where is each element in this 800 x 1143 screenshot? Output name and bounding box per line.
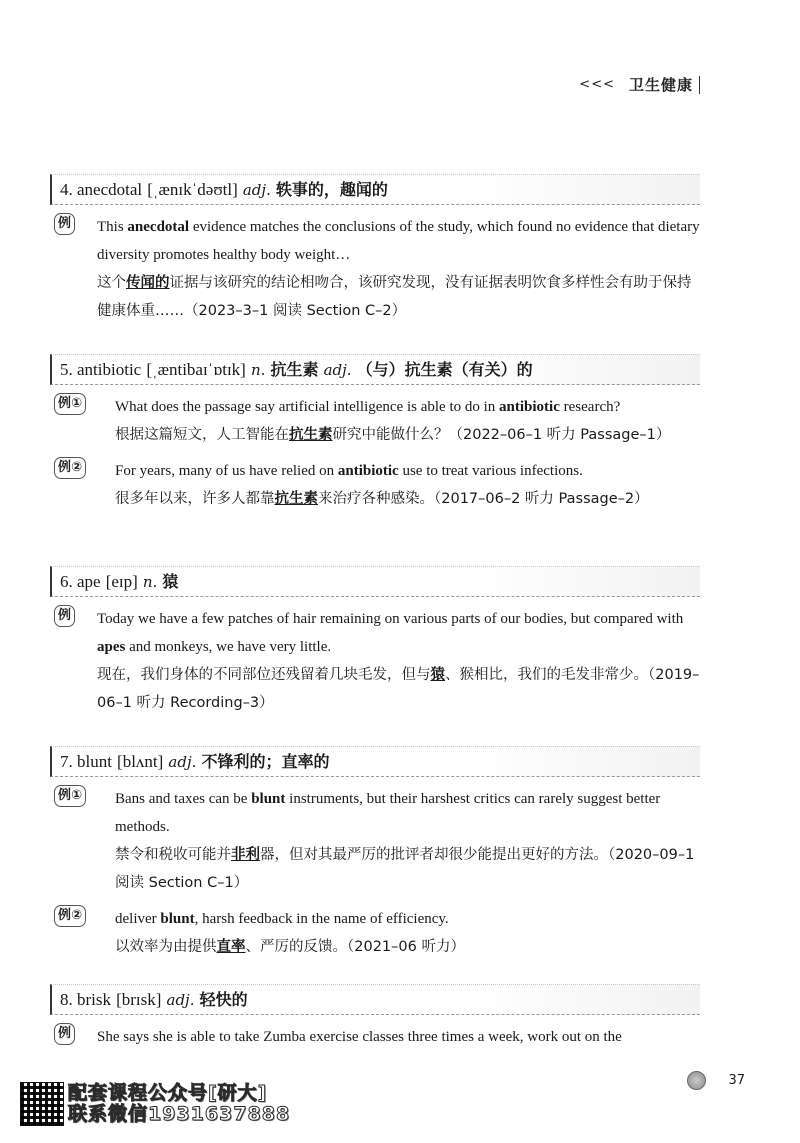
keyword: antibiotic [337, 463, 399, 479]
headword: 4. anecdotal [60, 180, 143, 199]
entry-anecdotal [50, 174, 700, 325]
example-chinese: 以效率为由提供直率、严厉的反馈。（2021–06 听力） [115, 939, 465, 955]
example-chinese: 这个传闻的证据与该研究的结论相吻合，该研究发现，没有证据表明饮食多样性会有助于保持健康体重……（2023–3–1 阅读 Section C–2） [97, 275, 692, 319]
example-english: Bans and taxes can be blunt instruments, but their harshest critics can rarely suggest better methods. [115, 791, 661, 835]
part-of-speech: n. [142, 573, 158, 591]
definition: 轶事的，趣闻的 [275, 180, 388, 199]
phonetic: [ˌænɪkˈdəʊtl] [147, 180, 238, 199]
example-english: She says she is able to take Zumba exercise classes three times a week, work out on the [97, 1029, 622, 1045]
keyword: blunt [160, 911, 195, 927]
example-chinese: 根据这篇短文，人工智能在抗生素研究中能做什么？（2022–06–1 听力 Passage–1） [115, 427, 671, 443]
entry-heading [50, 566, 700, 597]
entry-heading [50, 174, 700, 205]
watermark-line-2: 联系微信1931637888 [68, 1103, 291, 1125]
part-of-speech: adj. [168, 753, 197, 771]
headword: 5. antibiotic [60, 360, 142, 379]
part-of-speech: n. [250, 361, 266, 379]
part-of-speech-2: adj. [323, 361, 352, 379]
keyword: anecdotal [127, 219, 190, 235]
example-english: Today we have a few patches of hair remaining on various parts of our bodies, but compared with apes and monkeys, we have very little. [97, 611, 684, 655]
definition: 不锋利的；直率的 [201, 752, 330, 771]
keyword: apes [97, 639, 126, 655]
page-marker-icon [687, 1071, 706, 1090]
example-english: For years, many of us have relied on antibiotic use to treat various infections. [115, 463, 583, 479]
phonetic: [eɪp] [105, 572, 138, 591]
entry-ape [50, 566, 700, 717]
definition: 轻快的 [199, 990, 248, 1009]
definition: 抗生素 [270, 360, 319, 379]
keyword: antibiotic [499, 399, 560, 415]
section-title: 卫生健康 [628, 76, 693, 94]
entry-heading [50, 984, 700, 1015]
keyword-translation: 抗生素 [289, 427, 333, 443]
keyword-translation: 抗生素 [274, 491, 318, 507]
example-badge: 例② [54, 457, 86, 479]
phonetic: [ˌæntibaɪˈɒtɪk] [146, 360, 246, 379]
example [50, 213, 700, 325]
example-badge: 例 [54, 605, 75, 627]
example-2 [50, 905, 700, 961]
phonetic: [brɪsk] [116, 990, 162, 1009]
headword: 6. ape [60, 572, 101, 591]
entry-brisk [50, 984, 700, 1051]
page-header [579, 74, 700, 95]
entry-antibiotic [50, 354, 700, 513]
example-chinese: 现在，我们身体的不同部位还残留着几块毛发，但与猿、猴相比，我们的毛发非常少。（2019–06–1 听力 Recording–3） [97, 667, 700, 711]
example-1 [50, 393, 700, 449]
watermark [20, 1082, 290, 1126]
header-arrows: <<< [579, 77, 615, 92]
example [50, 605, 700, 717]
header-divider [699, 76, 700, 94]
part-of-speech: adj. [242, 181, 271, 199]
example-1 [50, 785, 700, 897]
keyword-translation: 传闻的 [126, 275, 170, 291]
entry-heading [50, 746, 700, 777]
qr-code-icon [20, 1082, 64, 1126]
definition-2: （与）抗生素（有关）的 [356, 360, 533, 379]
example [50, 1023, 700, 1051]
example-english: What does the passage say artificial intelligence is able to do in antibiotic research? [115, 399, 621, 415]
keyword: blunt [251, 791, 286, 807]
example-badge: 例 [54, 213, 75, 235]
part-of-speech: adj. [166, 991, 195, 1009]
page-number [687, 1071, 745, 1090]
headword: 7. blunt [60, 752, 112, 771]
keyword-translation: 猿 [430, 667, 445, 683]
example-badge: 例 [54, 1023, 75, 1045]
entry-blunt [50, 746, 700, 961]
definition: 猿 [162, 572, 179, 591]
keyword-translation: 非利 [231, 847, 260, 863]
watermark-line-1: 配套课程公众号[研大] [68, 1082, 268, 1104]
keyword-translation: 直率 [216, 939, 246, 955]
example-english: This anecdotal evidence matches the conclusions of the study, which found no evidence that dietary diversity promotes healthy body weight… [97, 219, 700, 263]
headword: 8. brisk [60, 990, 111, 1009]
example-badge: 例① [54, 785, 86, 807]
example-english: deliver blunt, harsh feedback in the name of efficiency. [115, 911, 449, 927]
entry-heading [50, 354, 700, 385]
example-chinese: 很多年以来，许多人都靠抗生素来治疗各种感染。（2017–06–2 听力 Passage–2） [115, 491, 649, 507]
example-badge: 例② [54, 905, 86, 927]
example-2 [50, 457, 700, 513]
page-number-text: 37 [728, 1073, 745, 1088]
example-chinese: 禁令和税收可能并非利器，但对其最严厉的批评者却很少能提出更好的方法。（2020–09–1 阅读 Section C–1） [115, 847, 695, 891]
example-badge: 例① [54, 393, 86, 415]
phonetic: [blʌnt] [117, 752, 164, 771]
